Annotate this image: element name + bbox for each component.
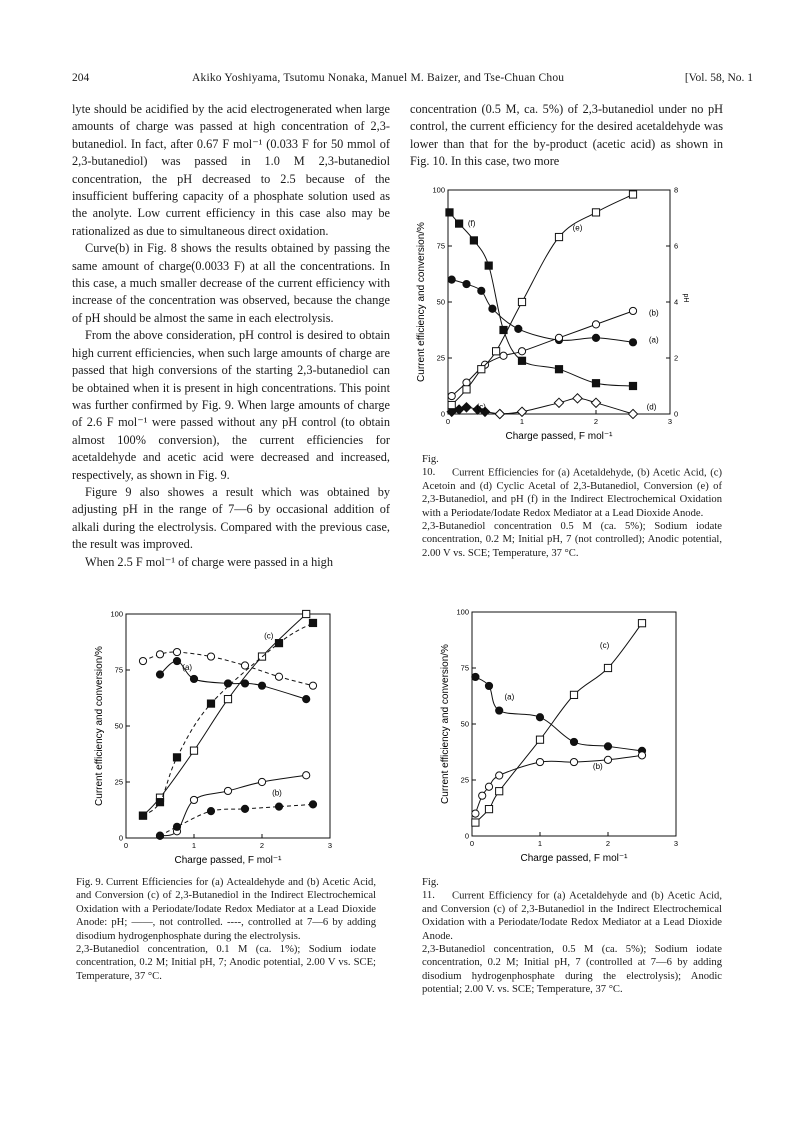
paragraph: lyte should be acidified by the acid electrogenerated when large amounts of charge was passed at high concentration of 2,3-butanediol. In fact, after 0.67 F mol⁻¹ (0.033 F for 50 mmol of 2,3-butanediol) was passed in 1.0 M 2,3-butanediol concentration, the pH decreased to 2.5 because of the insufficient buffering capacity of a phosphate solution used as the anolyte. Low current efficiency in this case also may be rationalized as due to simultaneous direct oxidation. (72, 102, 390, 238)
y-tick-label: 25 (114, 777, 123, 787)
y-tick-label: 75 (114, 665, 123, 675)
figure-11-caption (422, 876, 722, 997)
data-point-circle (241, 680, 248, 687)
y-tick-label: 100 (110, 609, 123, 619)
curve-label: (d) (646, 402, 657, 412)
data-point-square (448, 401, 455, 408)
x-tick-label: 0 (469, 839, 475, 848)
data-point-diamond (628, 409, 637, 418)
page-number: 204 (72, 72, 90, 84)
y2-axis-label: pH (682, 293, 689, 303)
data-point-circle (156, 832, 163, 839)
x-tick-label: 1 (519, 417, 525, 426)
data-point-square (156, 799, 163, 806)
data-point-square (555, 233, 562, 240)
y-axis-label: Current efficiency and conversion/% (416, 222, 427, 382)
y-tick-label: 50 (114, 721, 123, 731)
data-point-square (478, 366, 485, 373)
data-point-circle (258, 778, 265, 785)
data-point-square (456, 220, 463, 227)
data-point-circle (303, 696, 310, 703)
caption-conditions: 2,3-Butanediol concentration 0.5 M (ca. 5%); Sodium iodate concentration, 0.2 M; Initial pH, 7 (not controlled); Anodic potential, 2.00 V vs. SCE; Temperature, 37 °C. (422, 521, 722, 559)
curve-label: (a) (504, 692, 515, 702)
curve-label: (c) (264, 631, 274, 641)
caption-text: Current Efficiencies for (a) Acetaldehyde, (b) Acetic Acid, (c) Acetoin and (d) Cyclic Acetal of 2,3-Butanediol, Conversion (e) of 2,3-Butanediol, and pH (f) in the Indirect Electrochemical Oxidation with a Periodate/Iodate Redox Mediator at a Lead Dioxide Anode. (422, 467, 722, 519)
data-point-circle (275, 673, 282, 680)
data-point-square (190, 747, 197, 754)
x-tick-label: 3 (667, 417, 673, 426)
data-point-diamond (573, 394, 582, 403)
x-tick-label: 0 (123, 841, 129, 850)
data-point-circle (303, 772, 310, 779)
paragraph: concentration (0.5 M, ca. 5%) of 2,3-butanediol under no pH control, the current efficiency for the desired acetaldehyde was lower than that for the by-product (acetic acid) as shown in Fig. 10. In this case, two more (410, 102, 723, 169)
curve-label: (b) (648, 308, 659, 318)
x-tick-label: 2 (605, 839, 611, 848)
data-point-circle (592, 334, 599, 341)
x-tick-label: 3 (327, 841, 333, 850)
data-point-circle (463, 379, 470, 386)
x-tick-label: 2 (593, 417, 599, 426)
data-point-circle (604, 756, 611, 763)
series-line (452, 311, 633, 396)
x-tick-label: 0 (445, 417, 451, 426)
data-point-square (173, 754, 180, 761)
data-point-circle (604, 743, 611, 750)
running-authors: Akiko Yoshiyama, Tsutomu Nonaka, Manuel M. Baizer, and Tse-Chuan Chou (192, 72, 565, 84)
caption-label: Fig. 11. (422, 877, 439, 902)
curve-label: (c) (599, 640, 610, 650)
data-point-circle (592, 321, 599, 328)
data-point-circle (472, 673, 479, 680)
data-point-circle (139, 657, 146, 664)
y-tick-label: 50 (436, 297, 445, 307)
left-text-column (72, 101, 390, 571)
caption-text: Current Efficiency for (a) Acetaldehyde and (b) Acetic Acid, and Conversion (c) of 2,3-Butanediol in the Indirect Electrochemical Oxidation with a Periodate/Iodate Redox Mediator at a Lead Dioxide Anode. (422, 890, 722, 942)
data-point-circle (207, 653, 214, 660)
paragraph: When 2.5 F mol⁻¹ of charge were passed in a high (85, 554, 333, 569)
data-point-circle (515, 325, 522, 332)
data-point-diamond (554, 398, 563, 407)
y2-tick-label: 2 (674, 353, 679, 363)
y-tick-label: 50 (460, 719, 469, 729)
data-point-circle (472, 810, 479, 817)
y-axis-label: Current efficiency and conversion/% (440, 644, 451, 804)
data-point-square (570, 691, 577, 698)
paragraph: Figure 9 also showes a result which was obtained by adjusting pH in the range of 7—6 by occasional addition of alkali during the electrolysis. Compared with the previous case, the result was improved. (72, 484, 390, 552)
y-tick-label: 75 (460, 663, 469, 673)
data-point-square (303, 610, 310, 617)
figure-10-caption (422, 453, 722, 560)
right-text-column (410, 101, 723, 171)
volume-label: [Vol. 58, No. 1 (684, 72, 753, 84)
paragraph: From the above consideration, pH control is desired to obtain high current efficiencies, when such large amounts of charge are passed that high conversions of the starting 2,3-butanediol can be obtained when it is present in high concentrations. This point was further confirmed by Fig. 9. When large amounts of charge of 2.6 F mol⁻¹ were passed without any pH control (to obtain almost 100% conversion), the current efficiencies for acetaldehyde and acetic acid were decreased and increased, respectively, as shown in Fig. 9. (72, 328, 390, 482)
x-tick-label: 2 (259, 841, 265, 850)
y-tick-label: 100 (432, 185, 445, 195)
y-tick-label: 0 (440, 409, 445, 419)
curve-label: (a) (182, 663, 193, 672)
y2-tick-label: 8 (674, 185, 679, 195)
data-point-square (470, 237, 477, 244)
series-line (160, 775, 306, 836)
series-line (475, 755, 642, 813)
y2-tick-label: 0 (674, 409, 679, 419)
data-point-diamond (591, 398, 600, 407)
curve-label: (f) (467, 218, 476, 228)
data-point-circle (241, 805, 248, 812)
data-point-circle (555, 334, 562, 341)
data-point-square (139, 812, 146, 819)
y-tick-label: 25 (436, 353, 445, 363)
data-point-circle (496, 772, 503, 779)
x-axis-label: Charge passed, F mol⁻¹ (505, 431, 613, 442)
data-point-square (555, 366, 562, 373)
data-point-circle (536, 758, 543, 765)
data-point-circle (638, 752, 645, 759)
data-point-square (604, 664, 611, 671)
y-tick-label: 0 (464, 831, 469, 841)
data-point-square (500, 326, 507, 333)
y2-tick-label: 4 (674, 297, 679, 307)
data-point-square (485, 262, 492, 269)
y-tick-label: 75 (436, 241, 445, 251)
data-point-circle (500, 352, 507, 359)
figure-9-caption (76, 876, 376, 983)
data-point-diamond (495, 409, 504, 418)
data-point-circle (485, 682, 492, 689)
data-point-circle (241, 662, 248, 669)
curve-label: (e) (572, 223, 583, 233)
data-point-circle (275, 803, 282, 810)
data-point-circle (224, 787, 231, 794)
data-point-circle (485, 783, 492, 790)
data-point-circle (629, 307, 636, 314)
data-point-circle (448, 276, 455, 283)
data-point-square (309, 619, 316, 626)
data-point-circle (173, 648, 180, 655)
data-point-circle (207, 808, 214, 815)
plot-frame (448, 190, 670, 414)
x-tick-label: 1 (537, 839, 543, 848)
data-point-square (463, 386, 470, 393)
plot-frame (472, 612, 676, 836)
data-point-circle (173, 823, 180, 830)
caption-label: Fig. 9. (76, 877, 104, 888)
data-point-diamond (517, 407, 526, 416)
data-point-circle (489, 305, 496, 312)
y-axis-label: Current efficiency and conversion/% (94, 646, 105, 806)
data-point-circle (309, 682, 316, 689)
data-point-square (275, 640, 282, 647)
data-point-circle (156, 671, 163, 678)
curve-label: (a) (648, 335, 659, 345)
caption-text: Current Efficiencies for (a) Actealdehyde and (b) Acetic Acid, and Conversion (c) of 2,3-Butanediol in the Indirect Electrochemical Oxidation with a Periodate/Iodate Redox Mediator at a Lead Dioxide Anode: pH; ——, not controlled. ----, controlled at 7—6 by adding disodium hydrogenphosphate during the electrolysis. (76, 877, 376, 942)
data-point-square (493, 348, 500, 355)
figure-9-chart (80, 600, 350, 872)
data-point-square (638, 620, 645, 627)
caption-label: Fig. 10. (422, 454, 439, 479)
data-point-circle (190, 796, 197, 803)
data-point-square (207, 700, 214, 707)
data-point-circle (463, 280, 470, 287)
data-point-circle (448, 392, 455, 399)
data-point-square (472, 819, 479, 826)
figure-10-chart (416, 180, 720, 452)
curve-label: (b) (272, 788, 282, 798)
x-tick-label: 1 (191, 841, 197, 850)
data-point-square (629, 382, 636, 389)
x-axis-label: Charge passed, F mol⁻¹ (174, 855, 282, 866)
data-point-square (629, 191, 636, 198)
x-tick-label: 3 (673, 839, 679, 848)
data-point-square (518, 357, 525, 364)
data-point-circle (190, 675, 197, 682)
data-point-circle (536, 714, 543, 721)
data-point-circle (309, 801, 316, 808)
data-point-circle (478, 287, 485, 294)
caption-conditions: 2,3-Butanediol concentration, 0.5 M (ca. 5%); Sodium iodate concentration, 0.2 M; Initial pH, 7 (controlled at 7—6 by adding disodium hydrogenphosphate during the electrolysis); Anodic potential; 2.00 V. vs. SCE; Temperature, 37 °C. (422, 944, 722, 996)
data-point-circle (570, 758, 577, 765)
data-point-circle (156, 651, 163, 658)
data-point-square (446, 209, 453, 216)
x-axis-label: Charge passed, F mol⁻¹ (520, 853, 628, 864)
curve-label: (b) (592, 761, 603, 771)
data-point-circle (570, 738, 577, 745)
data-point-circle (224, 680, 231, 687)
data-point-circle (479, 792, 486, 799)
caption-conditions: 2,3-Butanediol concentration, 0.1 M (ca. 1%); Sodium iodate concentration, 0.2 M; Initial pH, 7; Anodic potential, 2.00 V vs. SCE; Temperature, 37 °C. (76, 944, 376, 982)
y-tick-label: 25 (460, 775, 469, 785)
data-point-circle (173, 657, 180, 664)
paragraph: Curve(b) in Fig. 8 shows the results obtained by passing the same amount of charge(0.0033 F) at all the concentrations. In this case, a much smaller decrease of the current efficiency with increase of the concentration was observed, because the change of pH should be almost the same in each electrolysis. (72, 241, 390, 325)
data-point-square (485, 806, 492, 813)
data-point-square (536, 736, 543, 743)
data-point-square (518, 298, 525, 305)
y-tick-label: 100 (456, 607, 469, 617)
data-point-square (592, 209, 599, 216)
data-point-square (224, 696, 231, 703)
data-point-circle (518, 348, 525, 355)
data-point-square (592, 380, 599, 387)
data-point-circle (496, 707, 503, 714)
data-point-circle (629, 339, 636, 346)
figure-11-chart (428, 600, 698, 872)
data-point-square (496, 788, 503, 795)
data-point-circle (258, 682, 265, 689)
y2-tick-label: 6 (674, 241, 679, 251)
series-line (452, 195, 633, 406)
y-tick-label: 0 (118, 833, 123, 843)
curve-label: (c) (476, 402, 486, 412)
